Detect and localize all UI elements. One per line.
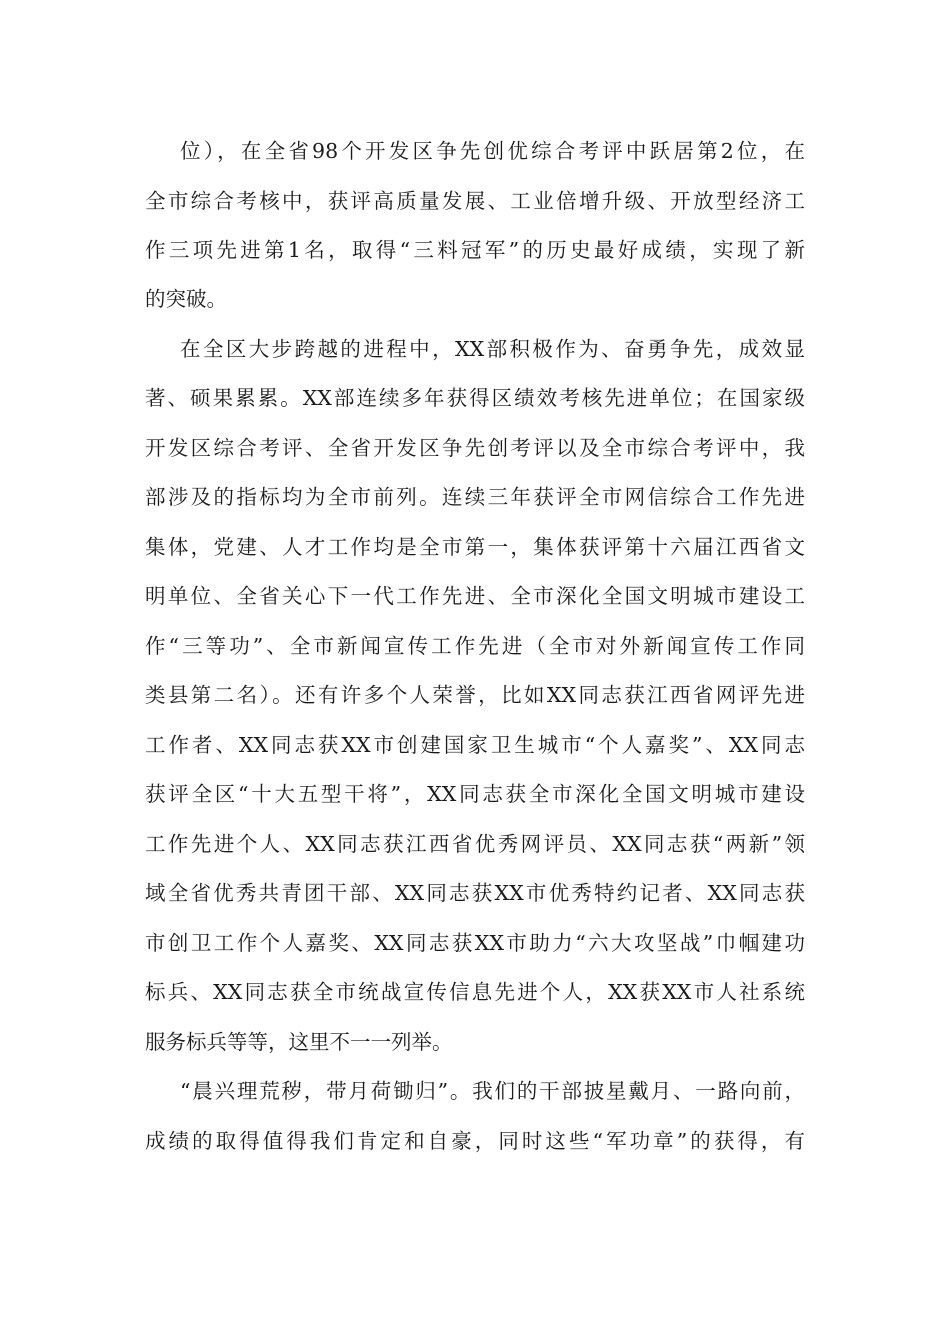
text-line: 类县第二名）。还有许多个人荣誉，比如XX同志获江西省网评先进 (145, 683, 805, 707)
text-line: 集体，党建、人才工作均是全市第一，集体获评第十六届江西省文 (145, 535, 805, 559)
text-line: 成绩的取得值得我们肯定和自豪，同时这些“军功章”的获得，有 (145, 1129, 805, 1153)
text-line: 域全省优秀共青团干部、XX同志获XX市优秀特约记者、XX同志获 (145, 881, 805, 905)
text-line: 部涉及的指标均为全市前列。连续三年获评全市网信综合工作先进 (145, 485, 805, 509)
text-line: 标兵、XX同志获全市统战宣传信息先进个人，XX获XX市人社系统 (145, 980, 805, 1004)
text-line: 明单位、全省关心下一代工作先进、全市深化全国文明城市建设工 (145, 584, 805, 608)
text-line: 获评全区“十大五型干将”，XX同志获全市深化全国文明城市建设 (145, 782, 805, 806)
text-line: “晨兴理荒秽，带月荷锄归”。我们的干部披星戴月、一路向前， (180, 1079, 805, 1103)
text-line: 著、硕果累累。XX部连续多年获得区绩效考核先进单位；在国家级 (145, 386, 805, 410)
text-line: 位），在全省98个开发区争先创优综合考评中跃居第2位，在 (180, 139, 805, 163)
text-line: 的突破。 (145, 287, 227, 311)
text-line: 在全区大步跨越的进程中，XX部积极作为、奋勇争先，成效显 (180, 337, 805, 361)
text-line: 市创卫工作个人嘉奖、XX同志获XX市助力“六大攻坚战”巾帼建功 (145, 931, 805, 955)
text-line: 全市综合考核中，获评高质量发展、工业倍增升级、开放型经济工 (145, 189, 805, 213)
text-line: 作三项先进第1名，取得“三料冠军”的历史最好成绩，实现了新 (145, 238, 805, 262)
text-line: 作“三等功”、全市新闻宣传工作先进（全市对外新闻宣传工作同 (145, 634, 805, 658)
text-line: 服务标兵等等，这里不一一列举。 (145, 1030, 453, 1054)
text-line: 开发区综合考评、全省开发区争先创考评以及全市综合考评中，我 (145, 436, 805, 460)
text-line: 工作先进个人、XX同志获江西省优秀网评员、XX同志获“两新”领 (145, 832, 805, 856)
text-line: 工作者、XX同志获XX市创建国家卫生城市“个人嘉奖”、XX同志 (145, 733, 805, 757)
